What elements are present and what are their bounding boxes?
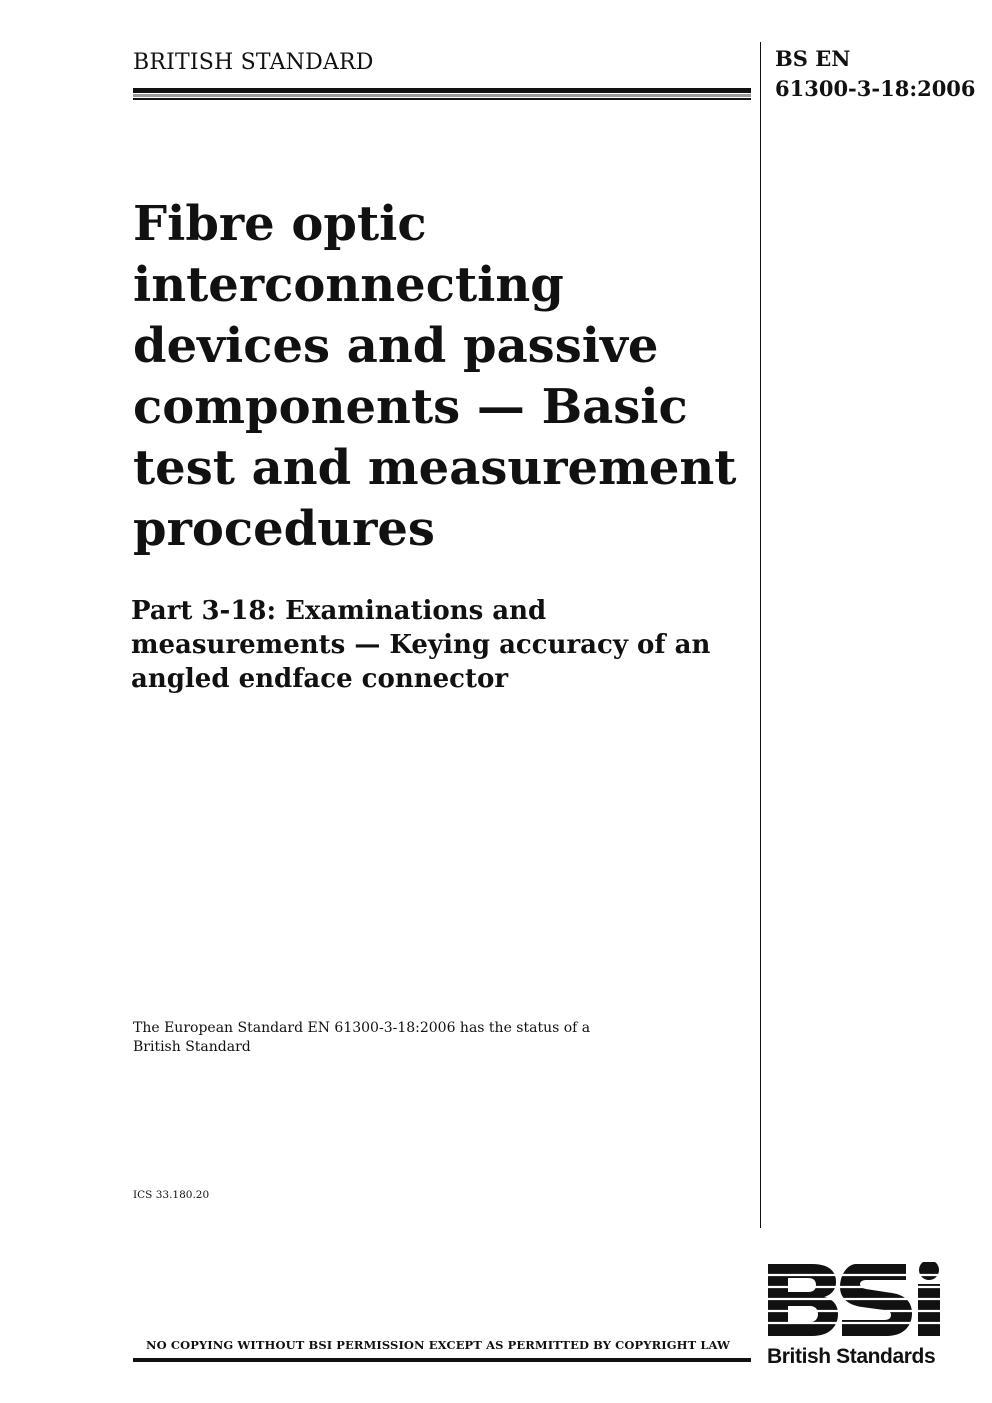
title-line: interconnecting [133, 257, 564, 313]
standard-number-prefix: BS EN [775, 46, 851, 71]
title-line: test and measurement [133, 440, 737, 496]
standard-number-code: 61300-3-18:2006 [775, 76, 976, 101]
footer-rule [133, 1358, 751, 1362]
status-note-line: The European Standard EN 61300-3-18:2006 has the status of a [133, 1020, 591, 1036]
subtitle-line: measurements — Keying accuracy of an [131, 630, 711, 660]
subtitle-line: angled endface connector [131, 664, 509, 694]
status-note-line: British Standard [133, 1039, 251, 1055]
status-note [133, 1019, 590, 1057]
bsi-logo-caption: British Standards [767, 1345, 936, 1368]
copyright-notice: NO COPYING WITHOUT BSI PERMISSION EXCEPT AS PERMITTED BY COPYRIGHT LAW [146, 1338, 731, 1352]
ics-code: ICS 33.180.20 [133, 1189, 210, 1201]
document-subtitle [131, 594, 761, 696]
header-rule [133, 88, 751, 101]
standard-number [775, 44, 976, 104]
title-line: procedures [133, 501, 435, 557]
document-type-label: BRITISH STANDARD [133, 50, 374, 75]
document-title [133, 194, 753, 560]
title-line: components — Basic [133, 379, 688, 435]
subtitle-line: Part 3-18: Examinations and [131, 596, 547, 626]
title-line: devices and passive [133, 318, 659, 374]
bsi-logo-mark [766, 1262, 946, 1346]
title-line: Fibre optic [133, 196, 427, 252]
